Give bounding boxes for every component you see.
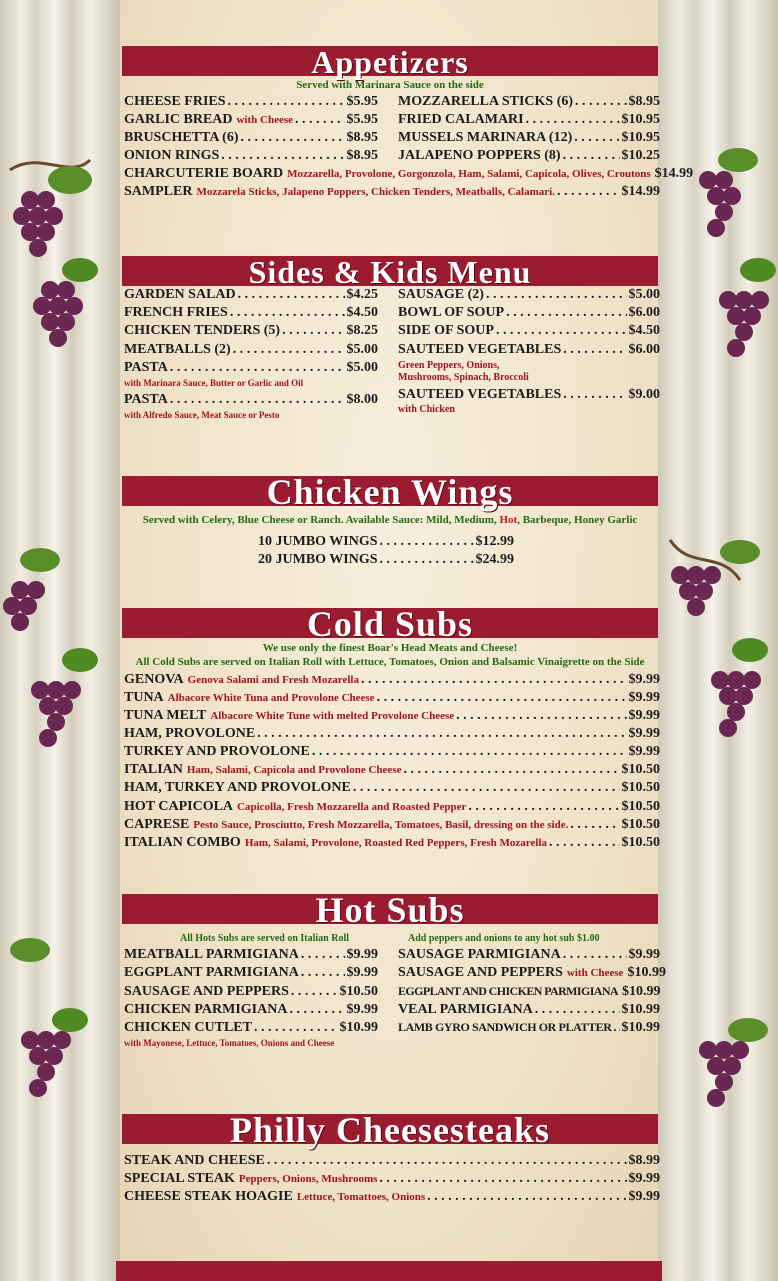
menu-item: MOZZARELLA STICKS (6) . . . $8.95: [398, 94, 660, 110]
hot-subs-addon-note: Add peppers and onions to any hot sub $1.00: [408, 933, 600, 944]
menu-item: 20 JUMBO WINGS . . . $24.99: [258, 552, 514, 568]
menu-item: HAM, PROVOLONE . . . $9.99: [124, 726, 660, 742]
grape-cluster-icon: [660, 530, 778, 790]
menu-item: SAUSAGE AND PEPPERS with Cheese $10.99: [398, 965, 666, 980]
menu-item: GENOVA Genova Salami and Fresh Mozarella . . . $9.99: [124, 672, 660, 688]
item-note: with Alfredo Sauce, Meat Sauce or Pesto: [124, 410, 280, 420]
item-note: Mushrooms, Spinach, Broccoli: [398, 372, 529, 383]
menu-item: CHICKEN TENDERS (5) . . . $8.25: [124, 323, 378, 339]
menu-item: CHEESE FRIES . . . $5.95: [124, 94, 378, 110]
bottom-bar: [116, 1261, 662, 1281]
hot-subs-note: All Hots Subs are served on Italian Roll: [180, 933, 349, 944]
menu-item: PASTA . . . $5.00: [124, 360, 378, 376]
grape-cluster-icon: [0, 150, 100, 390]
section-title: Appetizers: [311, 44, 469, 80]
item-note: with Mayonese, Lettuce, Tomatoes, Onions and Cheese: [124, 1038, 335, 1048]
menu-item: MEATBALL PARMIGIANA . . . $9.99: [124, 947, 378, 963]
section-title: Hot Subs: [315, 890, 465, 930]
grape-cluster-icon: [678, 1010, 778, 1170]
menu-item: GARLIC BREAD with Cheese . . . $5.95: [124, 112, 378, 128]
grape-cluster-icon: [0, 930, 100, 1130]
menu-item: SAUSAGE AND PEPPERS . . . $10.50: [124, 984, 378, 1000]
grape-cluster-icon: [0, 540, 100, 800]
section-title: Cold Subs: [306, 604, 474, 644]
section-title: Chicken Wings: [266, 472, 514, 512]
item-note: with Chicken: [398, 404, 455, 415]
menu-item: ONION RINGS . . . $8.95: [124, 148, 378, 164]
menu-item: FRENCH FRIES . . . $4.50: [124, 305, 378, 321]
section-banner-appetizers: [122, 44, 658, 80]
menu-item: SPECIAL STEAK Peppers, Onions, Mushrooms . . . $9.99: [124, 1171, 660, 1187]
menu-item: HAM, TURKEY AND PROVOLONE . . . $10.50: [124, 780, 660, 796]
menu-item: MEATBALLS (2) . . . $5.00: [124, 342, 378, 358]
appetizers-note: Served with Marinara Sauce on the side: [296, 79, 484, 91]
section-title: Sides & Kids Menu: [248, 254, 532, 290]
menu-item: CHICKEN PARMIGIANA . . . $9.99: [124, 1002, 378, 1018]
menu-item: MUSSELS MARINARA (12) . . . $10.95: [398, 130, 660, 146]
item-note: Green Peppers, Onions,: [398, 360, 500, 371]
section-banner-sides: [122, 254, 658, 290]
menu-item: CHEESE STEAK HOAGIE Lettuce, Tomattoes, Onions . . . $9.99: [124, 1189, 660, 1205]
section-banner-cold-subs: [122, 604, 658, 644]
menu-item: JALAPENO POPPERS (8) . . . $10.25: [398, 148, 660, 164]
menu-item: ITALIAN COMBO Ham, Salami, Provolone, Roasted Red Peppers, Fresh Mozarella . . . $10.50: [124, 835, 660, 851]
menu-item: SAMPLER Mozzarela Sticks, Jalapeno Poppers, Chicken Tenders, Meatballs, Calamari. . . . $14.99: [124, 184, 660, 200]
menu-item: SAUSAGE PARMIGIANA . . . $9.99: [398, 947, 660, 963]
menu-item: EGGPLANT AND CHICKEN PARMIGIANA $10.99: [398, 984, 661, 999]
menu-item: FRIED CALAMARI . . . $10.95: [398, 112, 660, 128]
cold-note-2: All Cold Subs are served on Italian Roll with Lettuce, Tomatoes, Onion and Balsamic Vinaigrette on the Side: [135, 656, 645, 668]
section-banner-wings: [122, 472, 658, 512]
menu-item: BOWL OF SOUP . . . $6.00: [398, 305, 660, 321]
menu-item: CHICKEN CUTLET . . . $10.99: [124, 1020, 378, 1036]
menu-item: LAMB GYRO SANDWICH OR PLATTER . . . $10.99: [398, 1020, 660, 1036]
menu-item: TUNA MELT Albacore White Tune with melted Provolone Cheese . . . $9.99: [124, 708, 660, 724]
menu-item: TURKEY AND PROVOLONE . . . $9.99: [124, 744, 660, 760]
menu-item: ITALIAN Ham, Salami, Capicola and Provolone Cheese . . . $10.50: [124, 762, 660, 778]
wings-note: Served with Celery, Blue Cheese or Ranch. Available Sauce: Mild, Medium, Hot, Barbeque, Honey Garlic: [142, 514, 638, 526]
menu-item: GARDEN SALAD . . . $4.25: [124, 287, 378, 303]
menu-item: SAUTEED VEGETABLES . . . $6.00: [398, 342, 660, 358]
menu-item: CAPRESE Pesto Sauce, Prosciutto, Fresh Mozzarella, Tomatoes, Basil, dressing on the side. . . . $10.50: [124, 817, 660, 833]
menu-item: EGGPLANT PARMIGIANA . . . $9.99: [124, 965, 378, 981]
menu-item: 10 JUMBO WINGS . . . $12.99: [258, 534, 514, 550]
menu-item: CHARCUTERIE BOARD Mozzarella, Provolone, Gorgonzola, Ham, Salami, Capicola, Olives, Croutons $14.99: [124, 166, 694, 181]
menu-item: SIDE OF SOUP . . . $4.50: [398, 323, 660, 339]
section-title: Philly Cheesesteaks: [230, 1110, 550, 1150]
menu-item: SAUSAGE (2) . . . $5.00: [398, 287, 660, 303]
section-banner-philly: [122, 1110, 658, 1150]
cold-note-1: We use only the finest Boar's Head Meats and Cheese!: [262, 642, 518, 654]
menu-item: HOT CAPICOLA Capicolla, Fresh Mozzarella and Roasted Pepper . . . $10.50: [124, 799, 660, 815]
menu-item: VEAL PARMIGIANA . . . $10.99: [398, 1002, 660, 1018]
menu-item: STEAK AND CHEESE . . . $8.99: [124, 1153, 660, 1169]
menu-item: TUNA Albacore White Tuna and Provolone Cheese . . . $9.99: [124, 690, 660, 706]
menu-item: BRUSCHETTA (6) . . . $8.95: [124, 130, 378, 146]
menu-item: PASTA . . . $8.00: [124, 392, 378, 408]
menu-item: SAUTEED VEGETABLES . . . $9.00: [398, 387, 660, 403]
section-banner-hot-subs: [122, 890, 658, 930]
item-note: with Marinara Sauce, Butter or Garlic and Oil: [124, 378, 304, 388]
